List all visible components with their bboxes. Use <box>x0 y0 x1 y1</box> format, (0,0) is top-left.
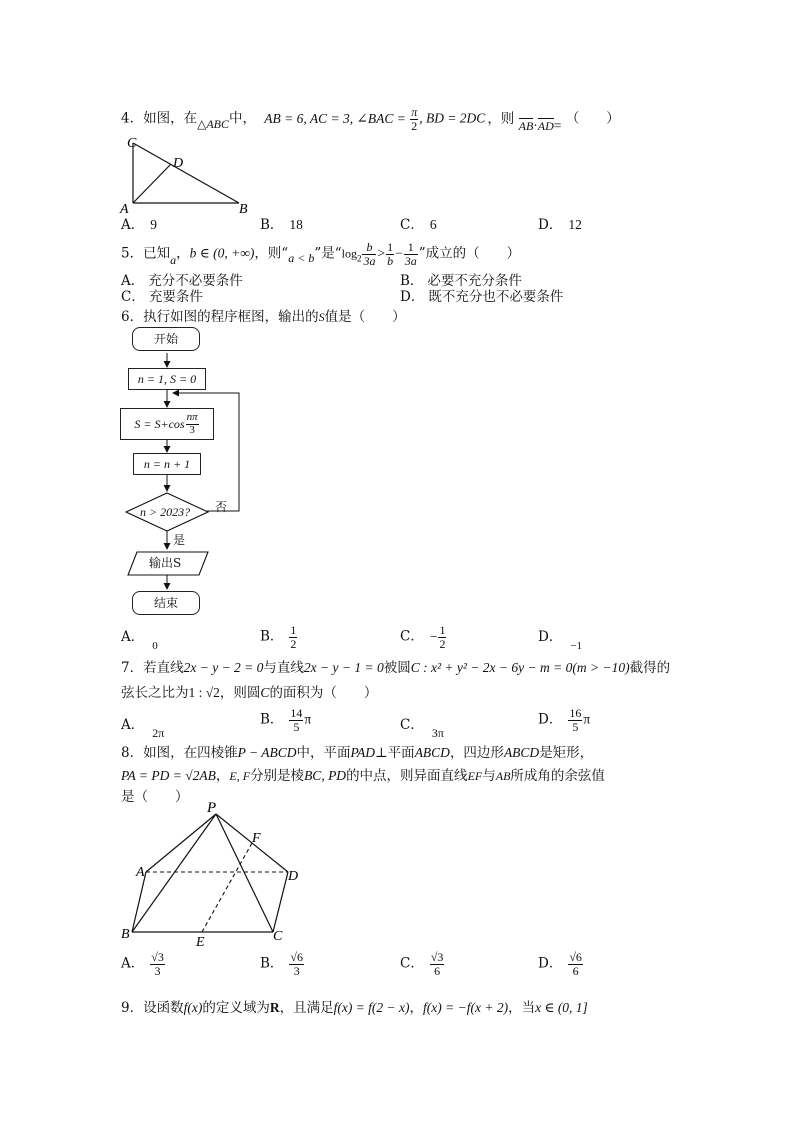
q4-mid-text: 中， <box>229 110 256 127</box>
q7-l1c: 被圆 <box>383 660 411 676</box>
q6-start-box <box>132 327 200 351</box>
q5-frac2-den: b <box>387 253 394 268</box>
q4-equals: = <box>553 117 562 133</box>
q8-option-b-den: 3 <box>293 963 300 978</box>
q5-option-d-label: D． <box>400 289 425 305</box>
q9-d: ， <box>409 1000 424 1016</box>
q8-stem-line1 <box>121 745 593 761</box>
q7-l2c: 的面积为（ ） <box>269 685 378 701</box>
q9-stem <box>121 1000 588 1016</box>
q7-option-b-den: 5 <box>293 719 300 734</box>
q5-then: ，则“ <box>254 245 289 262</box>
q8-stem-line2 <box>121 768 605 784</box>
q5-var-a: a <box>170 252 177 267</box>
q8-label-e: E <box>196 935 205 950</box>
q8-option-c[interactable] <box>400 951 445 977</box>
q8-equal-lengths: PA = PD = √2AB <box>121 768 216 783</box>
q5-minus: − <box>395 245 403 261</box>
q6-option-a-label: A． <box>121 629 145 645</box>
q4-option-c[interactable] <box>400 217 437 233</box>
q4-then: ，则 <box>487 110 515 127</box>
q6-option-a-value: 0 <box>152 640 158 652</box>
q6-option-a[interactable] <box>121 629 158 652</box>
q7-option-c[interactable] <box>400 717 444 740</box>
q9-period-eq: f(x) = −f(x + 2) <box>423 1000 509 1015</box>
q9-e: ，当 <box>508 1000 536 1016</box>
q4-triangle-figure <box>115 133 260 218</box>
q6-update-box <box>120 408 214 440</box>
q8-option-a-label: A． <box>121 955 145 972</box>
q8-l2d: 的中点，则异面直线 <box>346 768 468 784</box>
q7-stem-line1 <box>121 660 670 676</box>
q8-line-ef: EF <box>467 769 483 783</box>
q8-points-ef: E, F <box>229 769 251 783</box>
q6-start-text: 开始 <box>153 332 178 346</box>
q8-option-b-frac <box>289 951 304 977</box>
q8-l2b: ， <box>215 768 230 784</box>
q7-option-d-frac <box>568 707 582 733</box>
q5-stem <box>121 241 520 267</box>
q8-label-d: D <box>288 869 299 884</box>
q7-option-b[interactable] <box>260 707 311 733</box>
q5-log: log <box>341 246 357 261</box>
q5-frac2-num: 1 <box>387 240 394 254</box>
q4-number: 4． <box>121 110 144 127</box>
q9-a: 设函数 <box>143 1000 184 1016</box>
q8-option-b[interactable] <box>260 951 305 977</box>
q8-number: 8． <box>121 745 144 761</box>
q4-option-b[interactable] <box>260 217 303 233</box>
q6-no-label: 否 <box>215 500 228 514</box>
q5-option-b[interactable] <box>400 273 522 289</box>
q8-l2c: 分别是棱 <box>250 768 305 784</box>
q8-option-c-num: √3 <box>430 950 444 964</box>
q8-option-d-den: 6 <box>572 963 579 978</box>
q5-frac-1-b <box>386 241 394 267</box>
q5-option-a[interactable] <box>121 273 243 289</box>
q5-option-b-label: B． <box>400 273 424 289</box>
q5-gt: > <box>377 245 386 261</box>
q5-frac1-den: 3a <box>363 253 376 268</box>
q9-fx: f(x) <box>183 1000 203 1015</box>
q4-option-d[interactable] <box>538 217 582 233</box>
q8-option-c-den: 6 <box>434 963 441 978</box>
q6-increment-text: n = n + 1 <box>143 457 191 471</box>
q4-option-d-value: 12 <box>568 217 582 232</box>
q6-option-b[interactable] <box>260 624 298 650</box>
q6-option-c-sign: − <box>429 628 438 644</box>
q7-option-a[interactable] <box>121 717 165 740</box>
q5-option-a-value: 充分不必要条件 <box>148 273 243 289</box>
q5-log-base: 2 <box>356 253 362 264</box>
q7-ratio: 1 : √2 <box>188 685 220 700</box>
q5-a-less-b: a < b <box>288 250 315 265</box>
q5-frac-b-3a <box>362 241 376 267</box>
q6-option-c-frac <box>438 624 446 650</box>
q7-option-d[interactable] <box>538 707 590 733</box>
q4-label-d: D <box>173 156 184 171</box>
q6-update-num: nπ <box>186 411 198 424</box>
q8-option-d[interactable] <box>538 951 584 977</box>
q9-real-set: R <box>269 1000 280 1015</box>
q4-label-c: C <box>127 136 137 151</box>
q6-option-d-value: −1 <box>570 640 583 652</box>
q8-option-d-label: D． <box>538 955 563 972</box>
q7-l1a: 若直线 <box>143 660 184 676</box>
q8-label-p: P <box>207 800 217 816</box>
q4-option-a-label: A． <box>121 217 145 233</box>
q8-option-a[interactable] <box>121 951 166 977</box>
q5-option-d[interactable] <box>400 289 563 305</box>
q5-b-set: b ∈ (0, +∞) <box>189 245 255 261</box>
q4-option-d-label: D． <box>538 217 563 233</box>
q7-option-d-label: D． <box>538 711 563 728</box>
q4-condition2: , BD = 2DC <box>419 110 486 126</box>
q8-l1b: 中，平面 <box>296 745 351 761</box>
q6-update-den: 3 <box>189 424 195 436</box>
q8-edges: BC, PD <box>304 768 347 783</box>
q6-init-text: n = 1, S = 0 <box>137 372 197 386</box>
q8-label-a: A <box>136 865 145 880</box>
q8-option-d-frac <box>568 951 583 977</box>
q4-vector-ad: AD <box>537 118 554 133</box>
q5-option-c[interactable] <box>121 289 203 305</box>
q4-triangle: △ABC <box>197 116 229 131</box>
q6-update-text: S = S+cos <box>134 417 185 431</box>
q4-vector-ab: AB <box>518 118 534 133</box>
q7-option-d-pi: π <box>583 711 591 727</box>
q6-condition-text: n > 2023? <box>140 505 191 519</box>
q5-number: 5． <box>121 245 144 262</box>
q8-l3: 是（ ） <box>121 789 189 805</box>
q8-pyramid-figure <box>118 800 318 950</box>
q6-option-b-den: 2 <box>290 636 297 651</box>
q7-option-d-num: 16 <box>569 706 582 720</box>
q6-option-b-frac <box>289 624 297 650</box>
q8-plane-abcd: ABCD <box>414 745 450 760</box>
q6-option-b-label: B． <box>260 628 284 645</box>
q6-var-s: S <box>318 310 325 324</box>
q8-option-a-num: √3 <box>151 950 164 964</box>
q7-option-c-label: C． <box>400 717 424 733</box>
q7-option-a-label: A． <box>121 717 145 733</box>
q8-l1d: ，四边形 <box>449 745 504 761</box>
q7-l1d: 截得的 <box>629 660 671 676</box>
q5-frac-1-3a <box>404 241 418 267</box>
q4-option-c-label: C． <box>400 217 424 233</box>
q8-label-c: C <box>273 929 283 944</box>
q7-option-b-frac <box>289 707 303 733</box>
q9-domain-cond: x ∈ (0, 1] <box>535 1000 588 1015</box>
q6-end-box <box>132 591 200 615</box>
q6-stem <box>121 309 406 325</box>
q4-two: 2 <box>411 118 418 133</box>
q5-option-b-value: 必要不充分条件 <box>427 273 522 289</box>
q7-option-d-den: 5 <box>572 719 579 734</box>
q8-pyramid: P − ABCD <box>237 745 297 760</box>
q4-pi-over-2 <box>410 106 418 132</box>
q8-line-ab: AB <box>495 769 511 783</box>
q6-flowchart <box>115 325 265 620</box>
q8-option-d-num: √6 <box>569 950 582 964</box>
q5-frac1-num: b <box>362 241 376 255</box>
q6-number: 6． <box>121 309 144 325</box>
q8-l2e: 与 <box>482 768 496 784</box>
q8-option-b-num: √6 <box>290 950 304 964</box>
q4-option-a-value: 9 <box>150 217 157 232</box>
q8-option-a-den: 3 <box>154 963 161 978</box>
q6-end-text: 结束 <box>153 596 178 610</box>
q6-yes-label: 是 <box>173 533 186 547</box>
q7-stem-line2 <box>121 685 377 701</box>
q8-option-c-label: C． <box>400 955 424 972</box>
q9-c: ，且满足 <box>279 1000 334 1016</box>
q7-l1b: 与直线 <box>263 660 304 676</box>
q6-increment-box <box>133 453 201 475</box>
q8-l1a: 如图，在四棱锥 <box>143 745 238 761</box>
q7-option-a-value: 2π <box>152 726 165 740</box>
q6-option-d[interactable] <box>538 629 583 652</box>
q7-circle-equation: C : x² + y² − 2x − 6y − m = 0(m > −10) <box>410 660 630 675</box>
q8-option-a-frac <box>150 951 165 977</box>
q6-option-c-den: 2 <box>439 636 446 651</box>
q7-option-b-pi: π <box>304 711 312 727</box>
q7-line2: 2x − y − 1 = 0 <box>303 660 384 675</box>
q5-option-d-value: 既不充分也不必要条件 <box>428 289 564 305</box>
q6-update-frac <box>186 412 199 436</box>
q7-option-b-num: 14 <box>290 706 303 720</box>
q4-label-b: B <box>239 202 248 217</box>
q8-l1c: 平面 <box>387 745 415 761</box>
q9-number: 9． <box>121 1000 144 1016</box>
q7-var-c: C <box>260 685 270 700</box>
q8-l1e: 是矩形， <box>539 745 594 761</box>
q6-output-text: 输出S <box>149 556 182 570</box>
q5-frac3-num: 1 <box>404 241 418 255</box>
q8-perp: ⊥ <box>374 745 388 760</box>
q8-option-b-label: B． <box>260 955 284 972</box>
q8-label-b: B <box>121 927 130 942</box>
q6-text: 执行如图的程序框图，输出的 <box>143 309 319 325</box>
q8-l2f: 所成角的余弦值 <box>510 768 605 784</box>
q6-init-box <box>128 368 206 390</box>
q6-option-d-label: D． <box>538 629 563 645</box>
q6-option-c-label: C． <box>400 628 424 645</box>
q5-lead-text: 已知 <box>143 245 171 262</box>
q4-option-b-label: B． <box>260 217 284 233</box>
q4-dot: · <box>533 117 538 133</box>
q7-l2b: ，则圆 <box>219 685 261 701</box>
q4-option-b-value: 18 <box>289 217 303 232</box>
q4-option-a[interactable] <box>121 217 157 233</box>
q4-lead-text: 如图，在 <box>143 110 198 127</box>
q5-frac3-den: 3a <box>404 253 417 268</box>
q8-option-c-frac <box>430 951 445 977</box>
q6-option-c[interactable] <box>400 624 447 650</box>
q5-comma: ， <box>176 245 190 262</box>
q4-pi: π <box>411 105 418 119</box>
q9-b: 的定义域为 <box>202 1000 270 1016</box>
q4-stem <box>121 106 620 132</box>
q4-answer-blank: （ ） <box>565 110 620 127</box>
q7-option-b-label: B． <box>260 711 284 728</box>
q6-option-b-num: 1 <box>290 623 297 637</box>
q6-tail: 值是（ ） <box>324 309 406 325</box>
q7-number: 7． <box>121 660 144 676</box>
q8-rect-abcd: ABCD <box>503 745 540 760</box>
q5-is: ”是“ <box>314 245 342 262</box>
q7-option-c-value: 3π <box>431 726 444 740</box>
q9-symmetry-eq: f(x) = f(2 − x) <box>333 1000 410 1015</box>
q5-option-a-label: A． <box>121 273 145 289</box>
q8-plane-pad: PAD <box>350 745 375 760</box>
q5-option-c-label: C． <box>121 289 145 305</box>
q6-option-c-num: 1 <box>439 623 446 637</box>
q7-line1: 2x − y − 2 = 0 <box>183 660 264 675</box>
q8-label-f: F <box>252 831 261 846</box>
q4-condition: AB = 6, AC = 3, ∠BAC = <box>264 110 410 126</box>
q5-option-c-value: 充要条件 <box>148 289 203 305</box>
q7-l2a: 弦长之比为 <box>121 685 189 701</box>
q4-option-c-value: 6 <box>429 217 437 232</box>
q5-tail: ”成立的（ ） <box>418 245 521 262</box>
q4-label-a: A <box>120 202 129 217</box>
